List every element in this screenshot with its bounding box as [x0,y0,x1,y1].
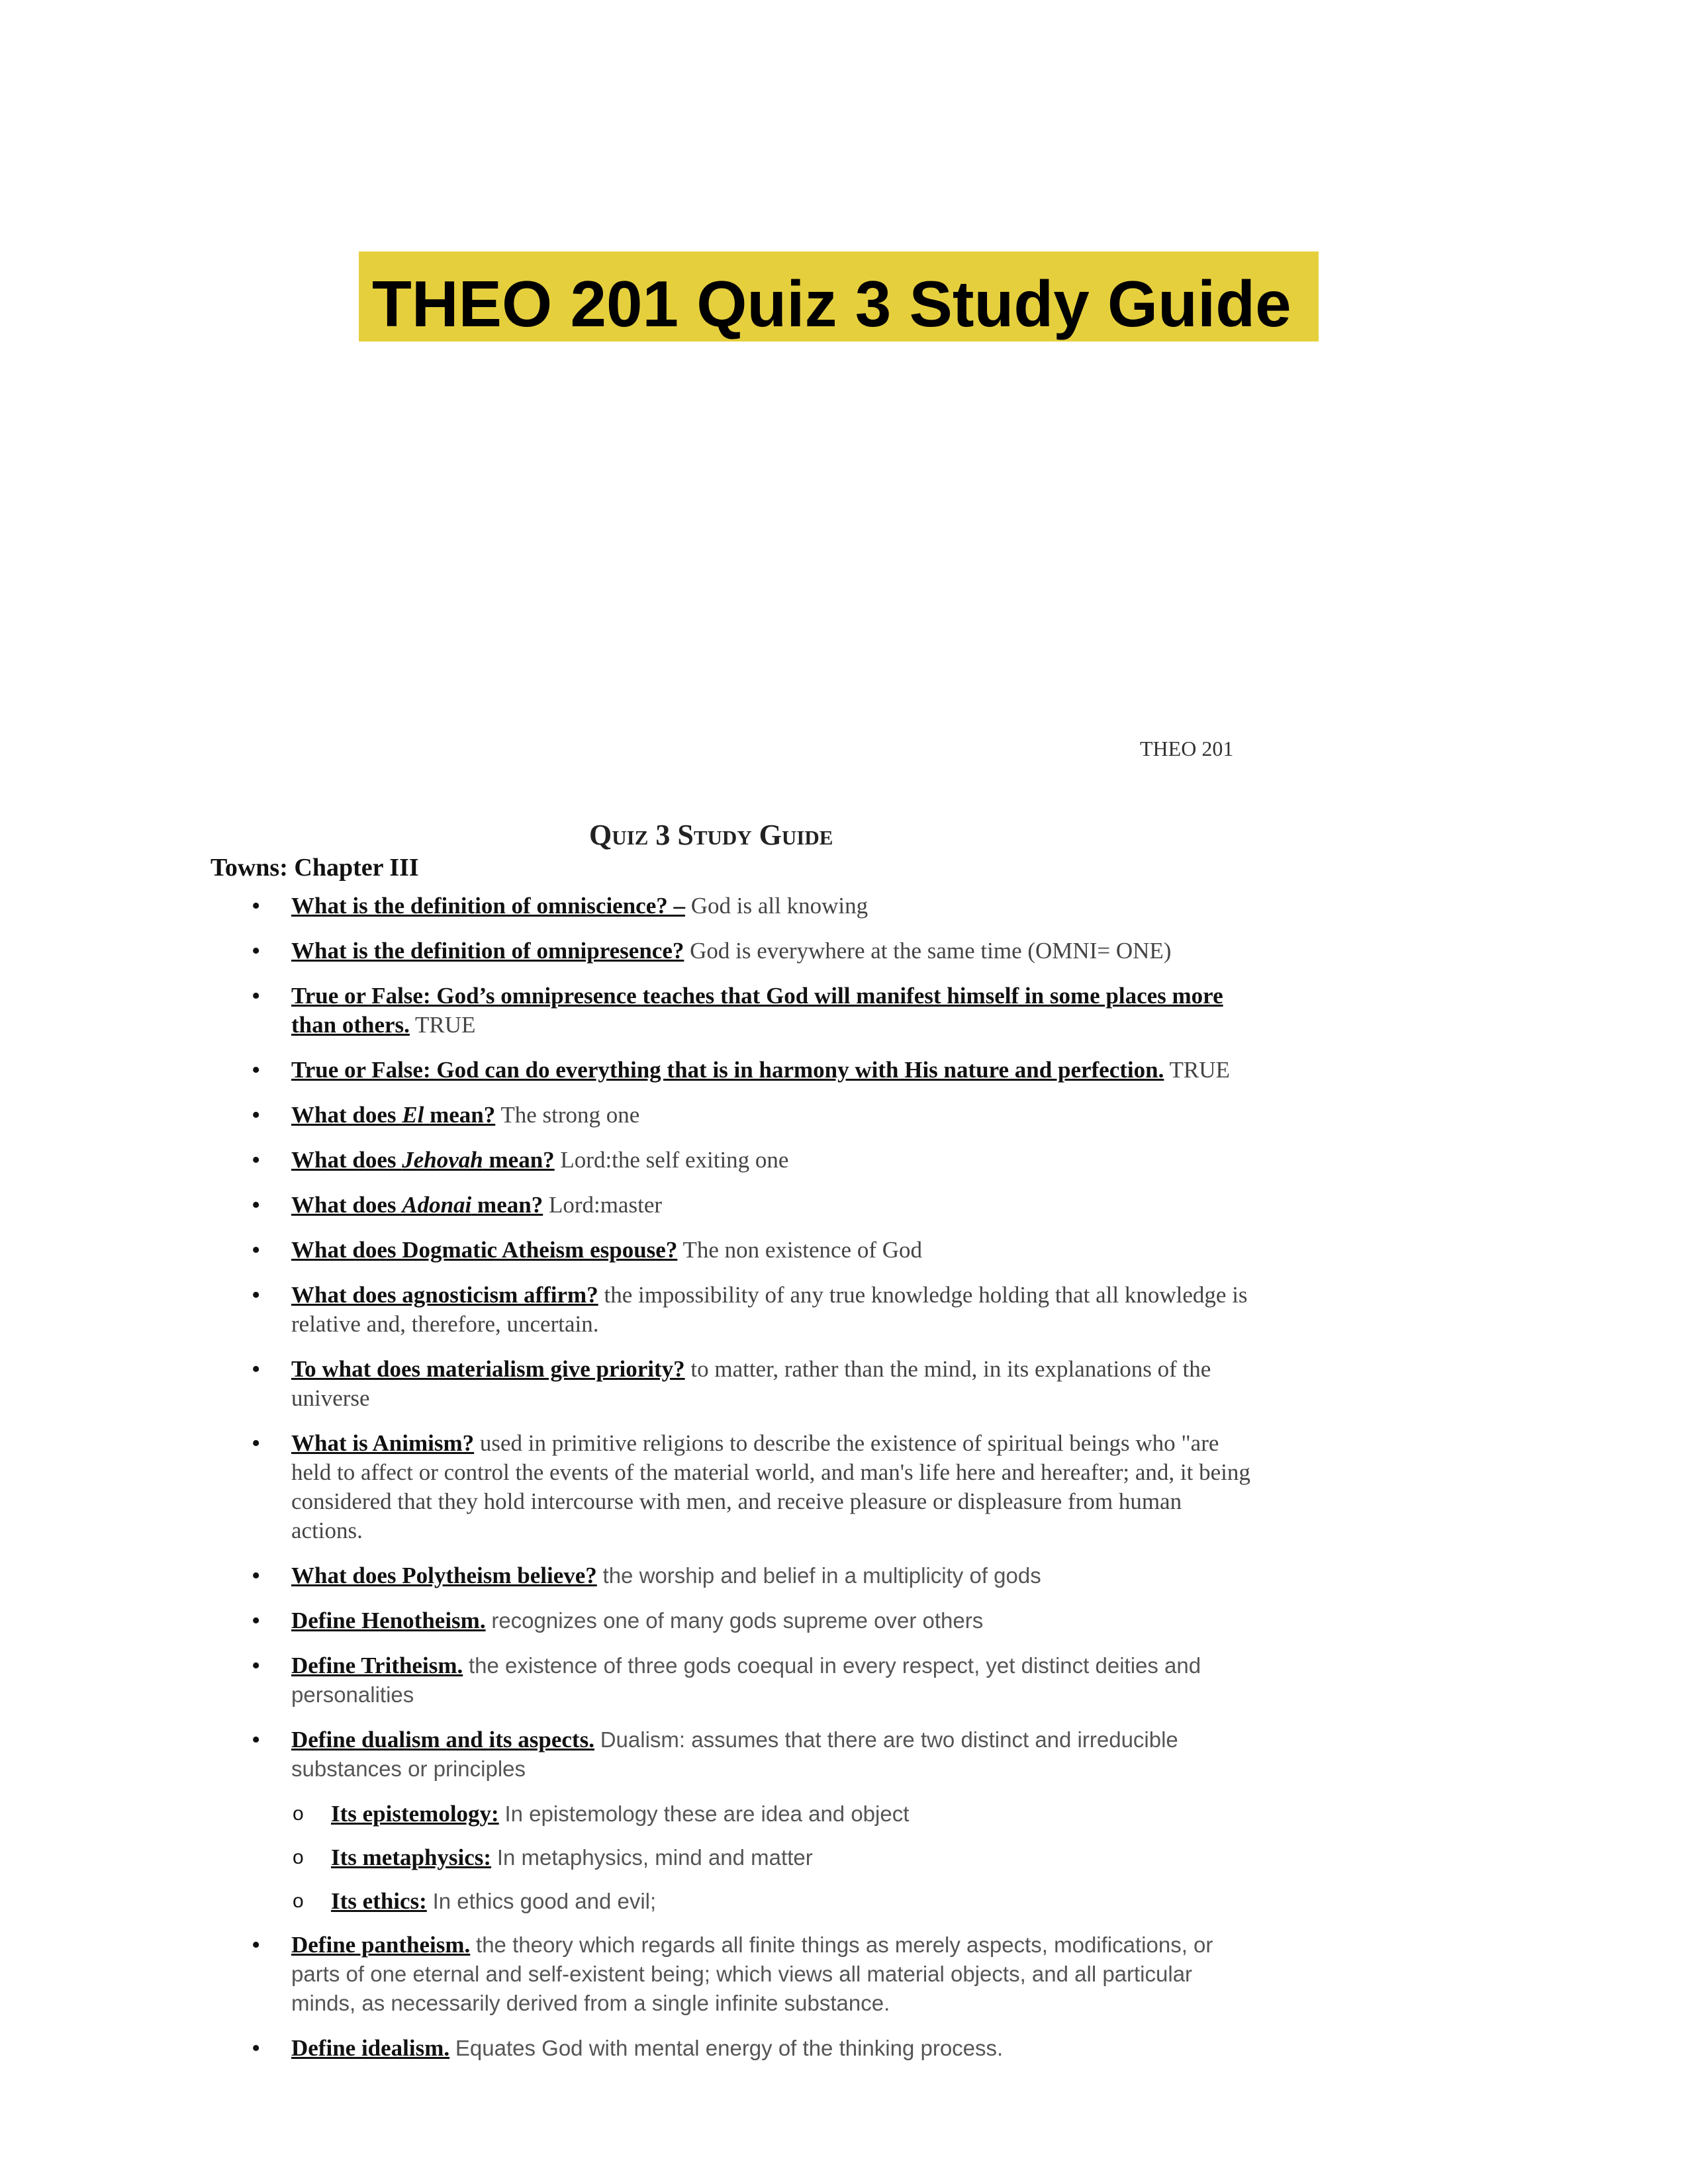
answer: The strong one [500,1102,640,1128]
list-item [252,1606,1258,1635]
answer: TRUE [1169,1057,1230,1083]
answer: the theory which regards all finite things as merely aspects, modifications, or parts of one eternal and self-existent being; which views all material objects, and all particular minds, as necessarily derived from a single infinite substance. [291,1933,1213,2015]
answer: recognizes one of many gods supreme over others [491,1608,984,1633]
question: What does Adonai mean? [291,1192,543,1218]
list-item [252,1725,1258,1784]
question: Define pantheism. [291,1932,471,1958]
question: What is the definition of omnipresence? [291,938,684,964]
section-heading: Towns: Chapter III [211,854,419,882]
answer: the existence of three gods coequal in every respect, yet distinct deities and personalities [291,1653,1201,1707]
list-item [252,2034,1258,2063]
question: What does Jehovah mean? [291,1147,555,1173]
question-term: Jehovah [402,1147,483,1173]
question: Its metaphysics: [331,1844,492,1870]
answer: Lord:master [548,1192,663,1218]
list-item [252,891,1258,921]
answer: Lord:the self exiting one [560,1147,789,1173]
answer: Equates God with mental energy of the thinking process. [455,2036,1004,2060]
answer: TRUE [415,1012,476,1038]
list-item [252,981,1258,1040]
course-code: THEO 201 [1140,737,1234,760]
question: To what does materialism give priority? [291,1356,685,1382]
list-item [252,1931,1258,2018]
answer: Dualism: assumes that there are two distinct and irreducible substances or principles [291,1727,1178,1781]
document-title: Quiz 3 Study Guide [589,819,833,851]
answer: the worship and belief in a multiplicity of gods [602,1563,1041,1588]
question: What does El mean? [291,1102,496,1128]
question: Its ethics: [331,1888,427,1914]
sub-list-item [252,1887,1258,1916]
question: What does agnosticism affirm? [291,1282,598,1308]
question: Define Henotheism. [291,1608,486,1633]
question-list [252,891,1258,2079]
list-item [252,1056,1258,1085]
question: Define Tritheism. [291,1653,463,1678]
list-item [252,1281,1258,1339]
question: What does Polytheism believe? [291,1563,597,1588]
question-term: Adonai [402,1192,472,1218]
question: Its epistemology: [331,1801,499,1827]
question: What does Dogmatic Atheism espouse? [291,1237,678,1263]
question-term: El [402,1102,424,1128]
question: True or False: God can do everything that is in harmony with His nature and perfection. [291,1057,1164,1083]
answer: In epistemology these are idea and object [504,1801,910,1826]
answer: used in primitive religions to describe the existence of spiritual beings who "are held to affect or control the events of the material world, and man's life here and hereafter; and, it being considered that they hold intercourse with men, and receive pleasure or displeasure from human actions. [291,1430,1250,1543]
answer: The non existence of God [682,1237,923,1263]
list-item [252,1355,1258,1413]
sub-list-item [252,1799,1258,1829]
banner-title: THEO 201 Quiz 3 Study Guide [372,267,1291,340]
question: What is Animism? [291,1430,475,1456]
list-item [252,1191,1258,1220]
list-item [252,936,1258,966]
answer: the impossibility of any true knowledge holding that all knowledge is relative and, therefore, uncertain. [291,1282,1248,1337]
answer: God is all knowing [690,893,868,919]
list-item [252,1651,1258,1709]
answer: God is everywhere at the same time (OMNI= ONE) [690,938,1172,964]
answer: In metaphysics, mind and matter [496,1845,813,1870]
list-item [252,1429,1258,1545]
answer: In ethics good and evil; [432,1889,657,1913]
question: Define dualism and its aspects. [291,1727,594,1752]
page-banner [359,251,1319,341]
question: Define idealism. [291,2035,450,2061]
answer: to matter, rather than the mind, in its explanations of the universe [291,1356,1211,1411]
question: What is the definition of omniscience? – [291,893,685,919]
list-item [252,1236,1258,1265]
question: True or False: God’s omnipresence teaches that God will manifest himself in some places more than others. [291,983,1223,1038]
list-item [252,1101,1258,1130]
sub-list-item [252,1843,1258,1872]
list-item [252,1561,1258,1590]
list-item [252,1146,1258,1175]
